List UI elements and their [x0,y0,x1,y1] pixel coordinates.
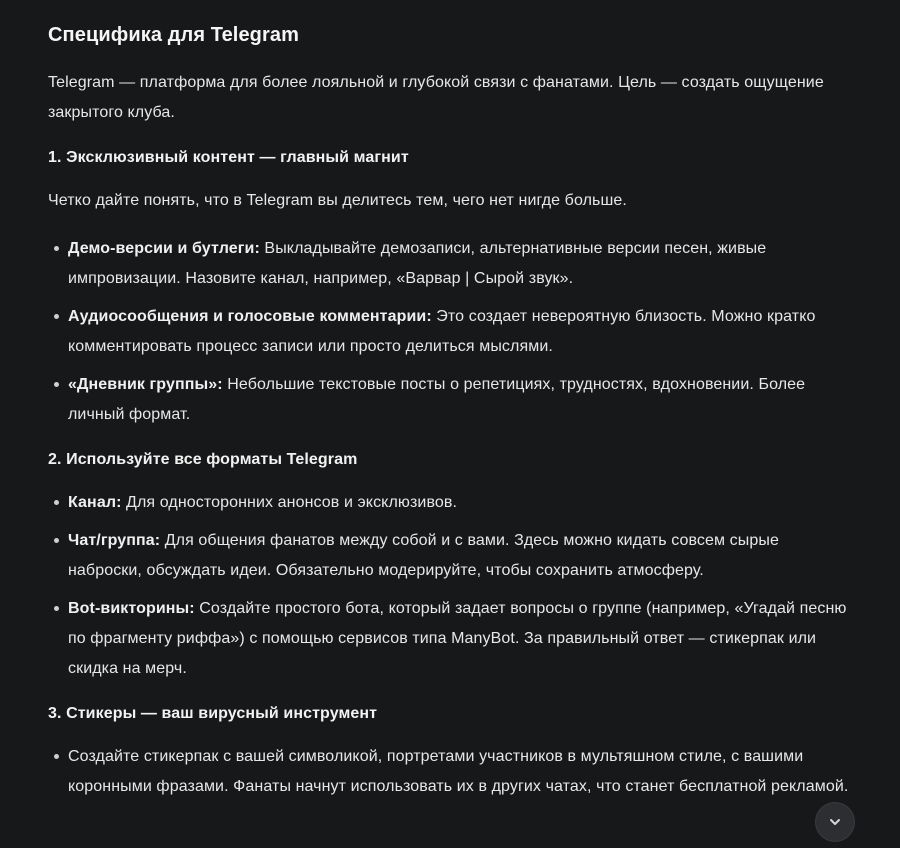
bullet-text: Создайте простого бота, который задает вопросы о группе (например, «Угадай песню по фрагменту риффа») с помощью сервисов типа ManyBot. За правильный ответ — стикерпак или скидка на мерч. [68,600,847,677]
list-item [68,526,852,586]
section-1-paragraph: Четко дайте понять, что в Telegram вы делитесь тем, чего нет нигде больше. [48,192,627,209]
bullet-text: Выкладывайте демозаписи, альтернативные версии песен, живые импровизации. Назовите канал, например, «Варвар | Сырой звук». [68,240,767,287]
section-2-bullet-list [48,488,852,684]
list-item [68,594,852,684]
bullet-term: Аудиосообщения и голосовые комментарии: [68,308,432,325]
list-item [68,234,852,294]
bullet-text: Для общения фанатов между собой и с вами. Здесь можно кидать совсем сырые наброски, обсуждать идеи. Обязательно модерируйте, чтобы сохранить атмосферу. [68,532,779,579]
section-heading-3: 3. Стикеры — ваш вирусный инструмент [48,705,378,722]
bullet-term: «Дневник группы»: [68,376,223,393]
scroll-to-bottom-button[interactable] [815,802,855,842]
list-item [68,302,852,362]
bullet-text: Небольшие текстовые посты о репетициях, трудностях, вдохновении. Более личный формат. [68,376,806,423]
bullet-term: Демо-версии и бутлеги: [68,240,260,257]
bullet-term: Bot-викторины: [68,600,195,617]
bullet-term: Канал: [68,494,122,511]
list-item [68,488,852,518]
chevron-down-icon [827,814,843,830]
section-3-bullet-list [48,742,852,802]
section-1-bullet-list [48,234,852,430]
bullet-text: Для односторонних анонсов и эксклюзивов. [121,494,458,511]
bullet-text: Создайте стикерпак с вашей символикой, портретами участников в мультяшном стиле, с вашими коронными фразами. Фанаты начнут использовать их в других чатах, что станет бесплатной рекламой. [68,748,849,795]
intro-paragraph: Telegram — платформа для более лояльной и глубокой связи с фанатами. Цель — создать ощущение закрытого клуба. [48,74,824,121]
section-heading-2: 2. Используйте все форматы Telegram [48,451,358,468]
bullet-text: Это создает невероятную близость. Можно кратко комментировать процесс записи или просто делиться мыслями. [68,308,816,355]
bullet-term: Чат/группа: [68,532,161,549]
section-heading-1: 1. Эксклюзивный контент — главный магнит [48,149,409,166]
list-item [68,742,852,802]
list-item [68,370,852,430]
page-title: Специфика для Telegram [48,24,299,46]
